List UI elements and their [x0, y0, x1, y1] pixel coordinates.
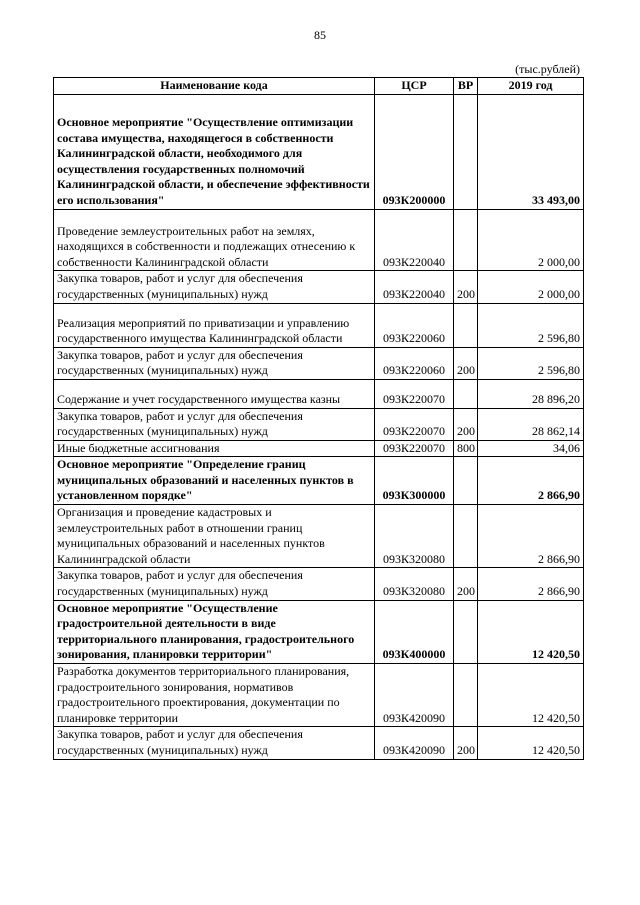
- header-csr: ЦСР: [375, 78, 454, 95]
- row-amount: 2 596,80: [478, 303, 584, 347]
- row-vr: [454, 457, 478, 505]
- row-name: Закупка товаров, работ и услуг для обеспечения государственных (муниципальных) нужд: [54, 408, 375, 440]
- row-csr: 093К220070: [375, 408, 454, 440]
- row-csr: 093К420090: [375, 727, 454, 759]
- row-vr: [454, 379, 478, 408]
- row-amount: 28 862,14: [478, 408, 584, 440]
- row-name: Проведение землеустроительных работ на землях, находящихся в собственности и подлежащих отнесению к собственности Калининградской области: [54, 209, 375, 271]
- row-amount: 12 420,50: [478, 727, 584, 759]
- row-amount: 2 000,00: [478, 209, 584, 271]
- table-row: [54, 457, 584, 505]
- budget-table: [53, 77, 584, 760]
- row-vr: [454, 95, 478, 210]
- table-row: [54, 303, 584, 347]
- row-name: Разработка документов территориального планирования, градостроительного зонирования, нормативов градостроительного проектирования, документации по планировке территории: [54, 664, 375, 727]
- row-name: Реализация мероприятий по приватизации и управлению государственного имущества Калининградской области: [54, 303, 375, 347]
- row-vr: 800: [454, 440, 478, 457]
- row-vr: [454, 505, 478, 568]
- row-vr: [454, 209, 478, 271]
- row-csr: 093К220060: [375, 347, 454, 379]
- table-header-row: [54, 78, 584, 95]
- table-row: [54, 664, 584, 727]
- row-csr: 093К220070: [375, 379, 454, 408]
- table-body: [54, 95, 584, 760]
- row-vr: [454, 600, 478, 663]
- row-vr: 200: [454, 727, 478, 759]
- row-name: Закупка товаров, работ и услуг для обеспечения государственных (муниципальных) нужд: [54, 347, 375, 379]
- row-amount: 28 896,20: [478, 379, 584, 408]
- table-row: [54, 271, 584, 303]
- units-label: (тыс.рублей): [515, 62, 580, 76]
- row-amount: 2 866,90: [478, 457, 584, 505]
- row-csr: 093К320080: [375, 505, 454, 568]
- row-vr: [454, 664, 478, 727]
- row-name: Основное мероприятие "Определение границ муниципальных образований и населенных пунктов в установленном порядке": [54, 457, 375, 505]
- table-row: [54, 379, 584, 408]
- row-name: Закупка товаров, работ и услуг для обеспечения государственных (муниципальных) нужд: [54, 568, 375, 600]
- row-csr: 093К400000: [375, 600, 454, 663]
- row-name: Иные бюджетные ассигнования: [54, 440, 375, 457]
- row-vr: 200: [454, 347, 478, 379]
- row-amount: 2 866,90: [478, 505, 584, 568]
- row-name: Закупка товаров, работ и услуг для обеспечения государственных (муниципальных) нужд: [54, 271, 375, 303]
- row-vr: [454, 303, 478, 347]
- table-row: [54, 347, 584, 379]
- table-row: [54, 440, 584, 457]
- row-vr: 200: [454, 568, 478, 600]
- row-amount: 2 596,80: [478, 347, 584, 379]
- table-row: [54, 727, 584, 759]
- row-name: Закупка товаров, работ и услуг для обеспечения государственных (муниципальных) нужд: [54, 727, 375, 759]
- table-row: [54, 568, 584, 600]
- row-amount: 12 420,50: [478, 600, 584, 663]
- row-csr: 093К420090: [375, 664, 454, 727]
- row-amount: 2 000,00: [478, 271, 584, 303]
- table-row: [54, 505, 584, 568]
- header-name: Наименование кода: [54, 78, 375, 95]
- row-amount: 33 493,00: [478, 95, 584, 210]
- row-amount: 12 420,50: [478, 664, 584, 727]
- row-csr: 093К300000: [375, 457, 454, 505]
- table-row: [54, 95, 584, 210]
- row-vr: 200: [454, 271, 478, 303]
- row-csr: 093К200000: [375, 95, 454, 210]
- row-name: Основное мероприятие "Осуществление градостроительной деятельности в виде территориального планирования, градостроительного зонирования, планировки территории": [54, 600, 375, 663]
- row-amount: 34,06: [478, 440, 584, 457]
- row-vr: 200: [454, 408, 478, 440]
- table-row: [54, 209, 584, 271]
- row-csr: 093К220060: [375, 303, 454, 347]
- row-amount: 2 866,90: [478, 568, 584, 600]
- header-vr: ВР: [454, 78, 478, 95]
- header-amount: 2019 год: [478, 78, 584, 95]
- row-csr: 093К220040: [375, 209, 454, 271]
- table-row: [54, 600, 584, 663]
- row-csr: 093К220070: [375, 440, 454, 457]
- row-name: Содержание и учет государственного имущества казны: [54, 379, 375, 408]
- row-name: Организация и проведение кадастровых и землеустроительных работ в отношении границ муниципальных образований и населенных пунктов Калининградской области: [54, 505, 375, 568]
- page-number: 85: [314, 28, 326, 42]
- table-row: [54, 408, 584, 440]
- row-csr: 093К320080: [375, 568, 454, 600]
- row-name: Основное мероприятие "Осуществление оптимизации состава имущества, находящегося в собственности Калининградской области, необходимого для осуществления государственных полномочий Калининградской области, и обеспечение эффективности его использования": [54, 95, 375, 210]
- row-csr: 093К220040: [375, 271, 454, 303]
